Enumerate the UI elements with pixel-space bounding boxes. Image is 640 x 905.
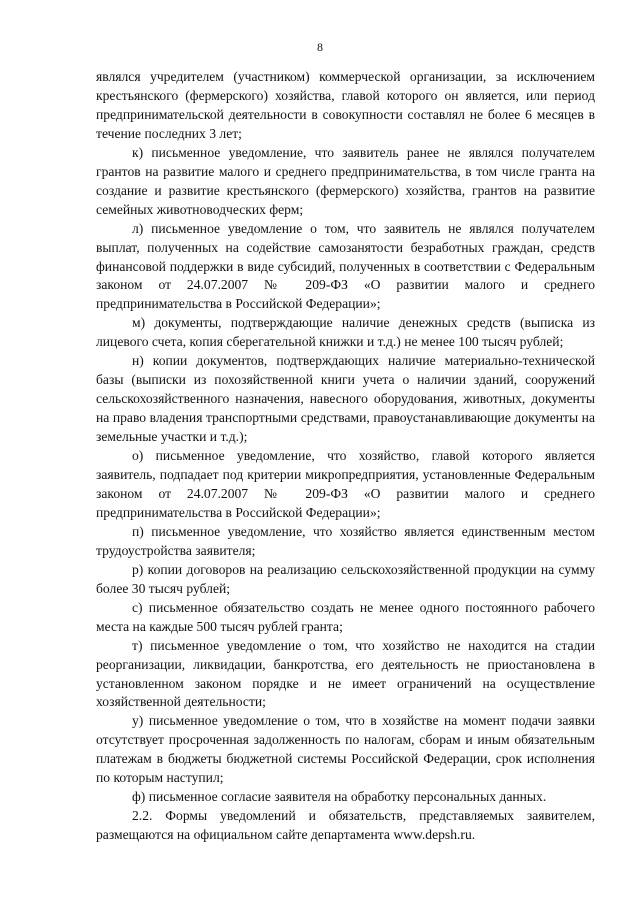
paragraph-item-s: с) письменное обязательство создать не менее одного постоянного рабочего места на каждые 500 тысяч рублей гранта;	[96, 599, 595, 634]
paragraph-item-k: к) письменное уведомление, что заявитель ранее не являлся получателем грантов на развитие малого и среднего предпринимательства, в том числе гранта на создание и развитие крестьянского (фермерского) хозяйства, грантов на развитие семейных животноводческих ферм;	[96, 144, 595, 217]
paragraph-item-u: у) письменное уведомление о том, что в хозяйстве на момент подачи заявки отсутствует просроченная задолженность по налогам, сборам и иным обязательным платежам в бюджеты бюджетной системы Российской Федерации, срок исполнения по которым наступил;	[96, 713, 595, 786]
paragraph-item-l: л) письменное уведомление о том, что заявитель не являлся получателем выплат, полученных на содействие самозанятости безработных граждан, средств финансовой поддержки в виде субсидий, полученных в соответствии с Федеральным законом от 24.07.2007 № 209-ФЗ «О развитии малого и среднего предпринимательства в Российской Федерации»;	[96, 220, 595, 312]
paragraph-continuation: являлся учредителем (участником) коммерческой организации, за исключением крестьянского (фермерского) хозяйства, главой которого он является, или период предпринимательской деятельности в совокупности составлял не более 6 месяцев в течение последних 3 лет;	[96, 69, 595, 141]
page-number: 8	[317, 40, 323, 54]
paragraph-item-r: р) копии договоров на реализацию сельскохозяйственной продукции на сумму более 30 тысяч рублей;	[96, 561, 595, 596]
paragraph-item-p: п) письменное уведомление, что хозяйство является единственным местом трудоустройства заявителя;	[96, 523, 595, 558]
paragraph-item-n: н) копии документов, подтверждающих наличие материально-технической базы (выписки из похозяйственной книги учета о наличии зданий, сооружений сельскохозяйственного назначения, навесного оборудования, животных, документы на право владения транспортными средствами, правоустанавливающие документы на земельные участки и т.д.);	[96, 353, 595, 445]
paragraph-item-t: т) письменное уведомление о том, что хозяйство не находится на стадии реорганизации, ликвидации, банкротства, его деятельность не приостановлена в установленном законом порядке и не имеет ограничений на осуществление хозяйственной деятельности;	[96, 637, 595, 710]
paragraph-item-f: ф) письменное согласие заявителя на обработку персональных данных.	[132, 789, 547, 805]
paragraph-item-o: о) письменное уведомление, что хозяйство, главой которого является заявитель, подпадает под критерии микропредприятия, установленные Федеральным законом от 24.07.2007 № 209-ФЗ «О развитии малого и среднего предпринимательства в Российской Федерации»;	[96, 448, 595, 520]
paragraph-section-2-2: 2.2. Формы уведомлений и обязательств, представляемых заявителем, размещаются на официальном сайте департамента www.depsh.ru.	[96, 808, 595, 843]
paragraph-item-m: м) документы, подтверждающие наличие денежных средств (выписка из лицевого счета, копия сберегательной книжки и т.д.) не менее 100 тысяч рублей;	[96, 315, 595, 350]
document-body	[96, 68, 595, 845]
